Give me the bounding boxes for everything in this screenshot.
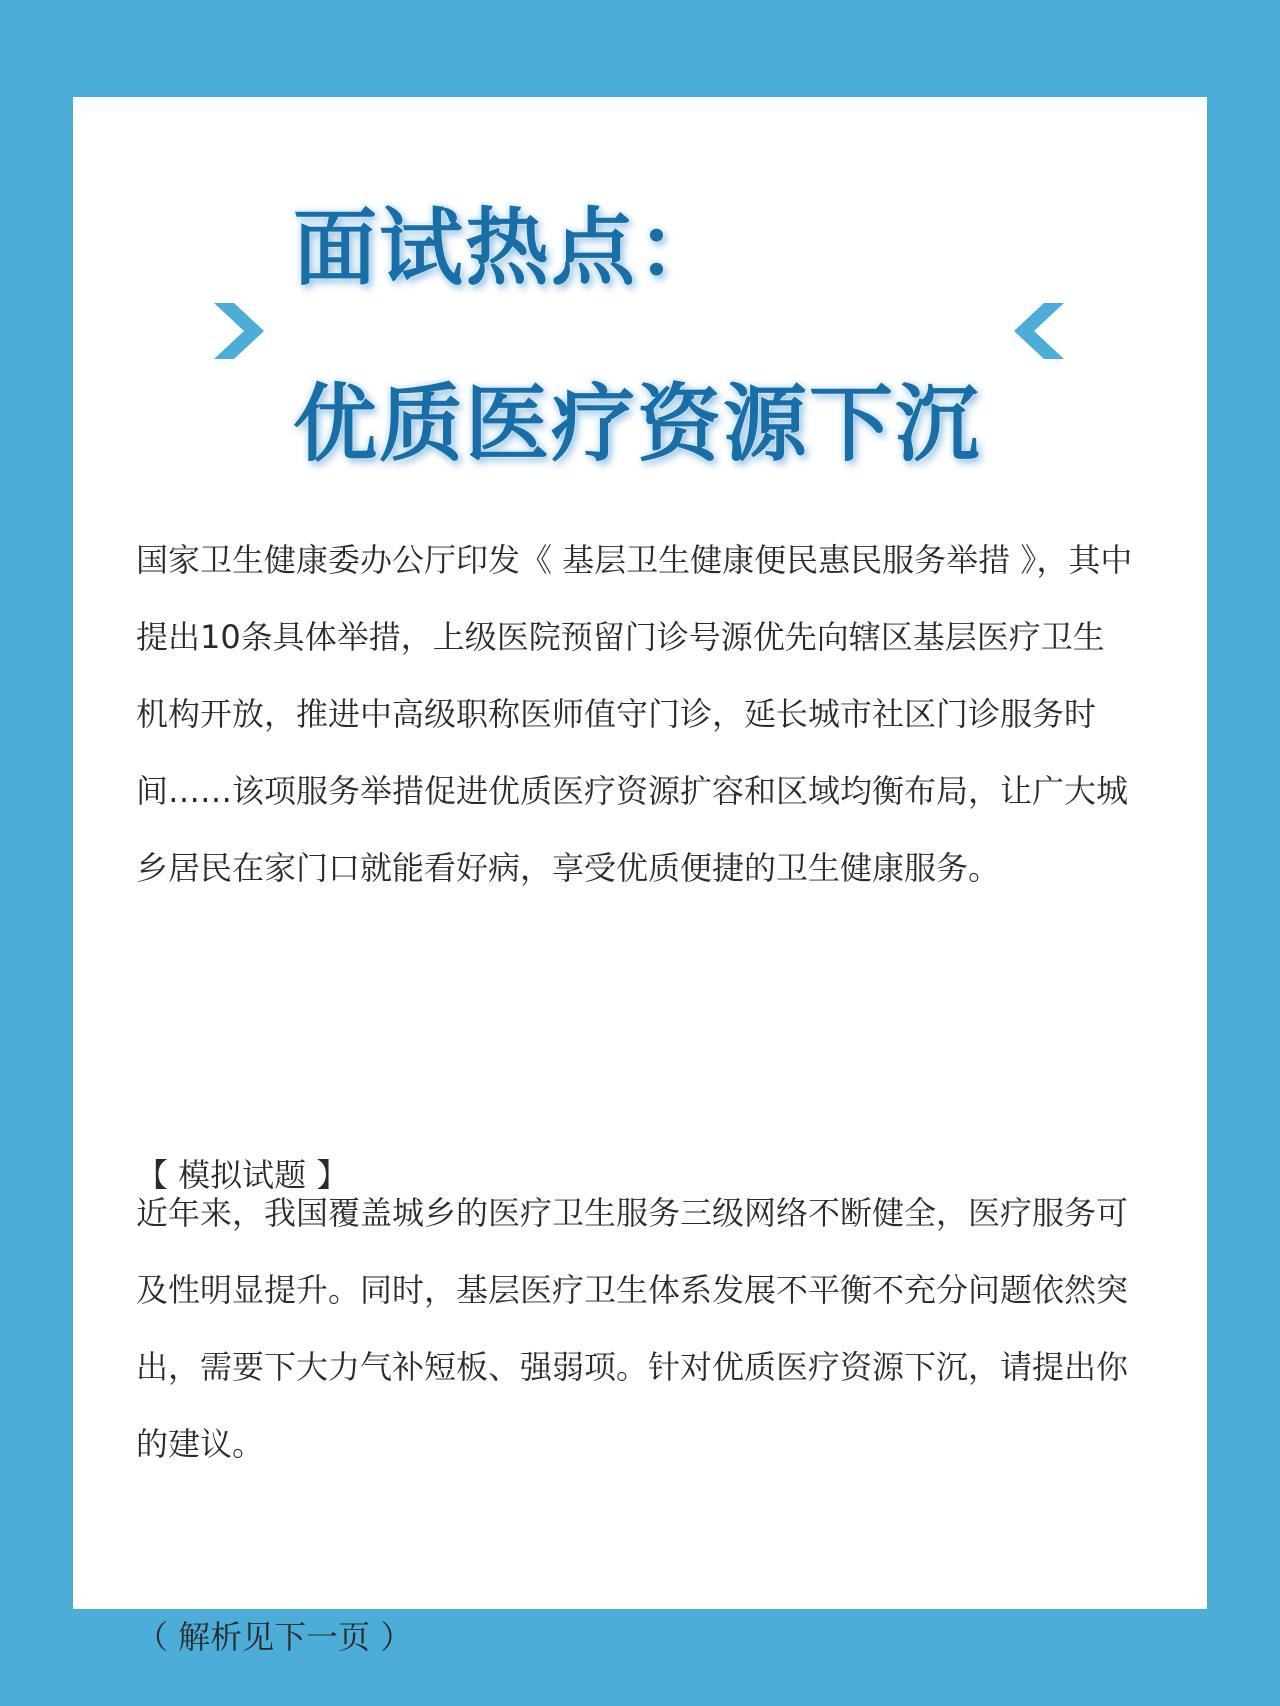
- question-paragraph: [136, 1175, 1136, 1483]
- chevron-left-icon: [1014, 303, 1064, 359]
- news-paragraph: [136, 522, 1136, 907]
- footnote: [136, 1599, 1136, 1676]
- title-line-2: 优质医疗资源下沉: [293, 375, 982, 473]
- footnote-text: （ 解析见下一页 ）: [136, 1618, 413, 1656]
- question-paragraph-text: 近年来，我国覆盖城乡的医疗卫生服务三级网络不断健全，医疗服务可及性明显提升。同时，基层医疗卫生体系发展不平衡不充分问题依然突出，需要下大力气补短板、强弱项。针对优质医疗资源下沉，请提出你的建议。: [136, 1194, 1129, 1463]
- content-card: [73, 97, 1207, 1656]
- news-paragraph-text: 国家卫生健康委办公厅印发《 基层卫生健康便民惠民服务举措 》，其中提出10条具体举措，上级医院预留门诊号源优先向辖区基层医疗卫生机构开放，推进中高级职称医师值守门诊，延长城市社区门诊服务时间……该项服务举措促进优质医疗资源扩容和区域均衡布局，让广大城乡居民在家门口就能看好病，享受优质便捷的卫生健康服务。: [136, 541, 1133, 887]
- title-line-1: 面试热点：: [293, 199, 724, 297]
- chevron-right-icon: [214, 303, 264, 359]
- section-label-text: 【 模拟试题 】: [136, 1156, 349, 1194]
